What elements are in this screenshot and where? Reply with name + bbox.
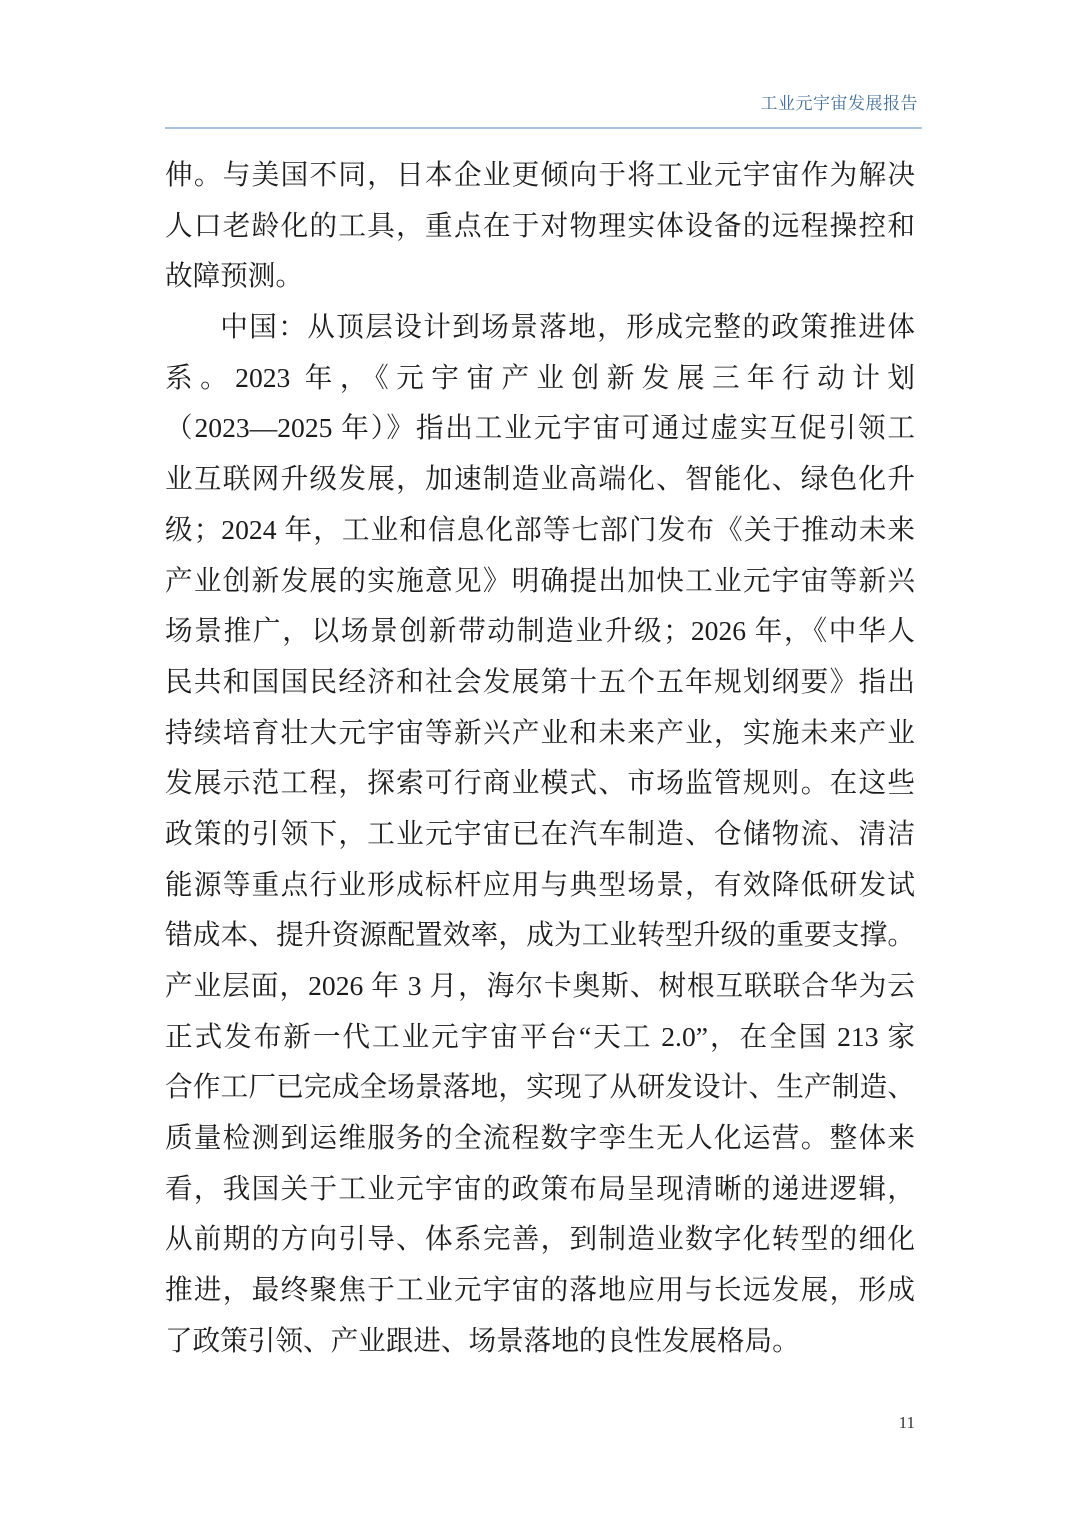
text-line: 从前期的方向引导、体系完善，到制造业数字化转型的细化	[165, 1223, 915, 1255]
paragraph-china-policy	[165, 302, 915, 1366]
text-line: 产业创新发展的实施意见》明确提出加快工业元宇宙等新兴	[165, 564, 915, 596]
text-line: 产业层面，2026 年 3 月，海尔卡奥斯、树根互联联合华为云	[165, 970, 915, 1001]
paragraph-continued	[165, 150, 915, 302]
text-line: 错成本、提升资源配置效率，成为工业转型升级的重要支撑。	[165, 919, 915, 951]
text-line: 伸。与美国不同，日本企业更倾向于将工业元宇宙作为解决	[165, 159, 915, 190]
text-line: 民共和国国民经济和社会发展第十五个五年规划纲要》指出	[165, 665, 915, 697]
text-line: 了政策引领、产业跟进、场景落地的良性发展格局。	[165, 1324, 800, 1356]
header-divider	[165, 127, 922, 129]
text-line: （2023—2025 年）》指出工业元宇宙可通过虚实互促引领工	[165, 412, 915, 444]
text-line: 场景推广，以场景创新带动制造业升级；2026 年，《中华人	[165, 615, 915, 647]
text-line: 推进，最终聚焦于工业元宇宙的落地应用与长远发展，形成	[165, 1274, 915, 1306]
text-line: 看，我国关于工业元宇宙的政策布局呈现清晰的递进逻辑，	[165, 1172, 915, 1204]
text-line: 合作工厂已完成全场景落地，实现了从研发设计、生产制造、	[165, 1071, 915, 1103]
page-header	[165, 88, 918, 128]
text-line: 故障预测。	[165, 260, 303, 292]
text-line: 人口老龄化的工具，重点在于对物理实体设备的远程操控和	[165, 209, 915, 241]
running-header-title: 工业元宇宙发展报告	[760, 94, 918, 113]
text-line: 发展示范工程，探索可行商业模式、市场监管规则。在这些	[165, 767, 915, 799]
text-line: 能源等重点行业形成标杆应用与典型场景，有效降低研发试	[165, 868, 915, 900]
text-line: 持续培育壮大元宇宙等新兴产业和未来产业，实施未来产业	[165, 716, 915, 748]
text-line: 级；2024 年，工业和信息化部等七部门发布《关于推动未来	[165, 513, 915, 545]
text-line: 政策的引领下，工业元宇宙已在汽车制造、仓储物流、清洁	[165, 817, 915, 849]
text-line: 业互联网升级发展，加速制造业高端化、智能化、绿色化升	[165, 463, 915, 495]
text-line: 系。2023 年，《元宇宙产业创新发展三年行动计划	[165, 361, 915, 393]
text-line: 中国：从顶层设计到场景落地，形成完整的政策推进体	[220, 311, 915, 343]
text-line: 质量检测到运维服务的全流程数字孪生无人化运营。整体来	[165, 1122, 915, 1154]
page-number: 11	[898, 1413, 915, 1432]
document-body	[165, 150, 915, 1367]
text-line: 正式发布新一代工业元宇宙平台“天工 2.0”，在全国 213 家	[165, 1020, 915, 1052]
